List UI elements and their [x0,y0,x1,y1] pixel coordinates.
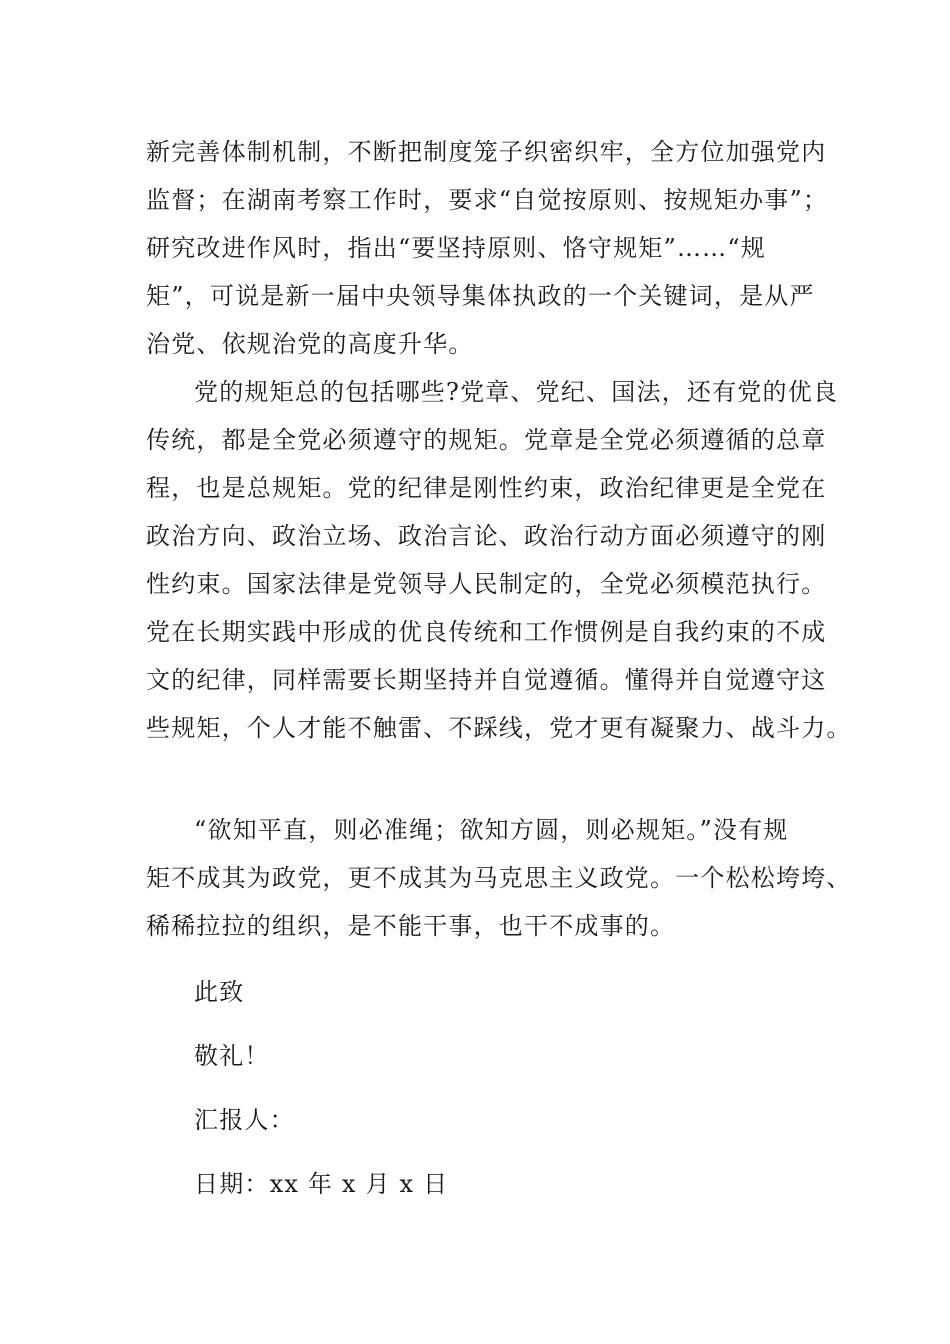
paragraph-1 [146,128,829,368]
paragraph-line: “欲知平直，则必准绳；欲知方圆，则必规矩。”没有规 [194,816,789,844]
paragraph-line: 党的规矩总的包括哪些?党章、党纪、国法，还有党的优良 [194,378,839,406]
date-text: 日期：xx 年 x 月 x 日 [194,1170,449,1198]
paragraph-line: 稀稀拉拉的组织，是不能干事，也干不成事的。 [146,912,676,940]
paragraph-line: 些规矩，个人才能不触雷、不踩线，党才更有凝聚力、战斗力。 [146,714,852,742]
regards-text: 敬礼！ [194,1042,270,1070]
closing-salutation [146,968,816,1016]
paragraph-line: 程，也是总规矩。党的纪律是刚性约束，政治纪律更是全党在 [146,474,827,502]
paragraph-line: 矩”，可说是新一届中央领导集体执政的一个关键词，是从严 [146,282,815,310]
salutation-text: 此致 [194,978,245,1006]
paragraph-line: 传统，都是全党必须遵守的规矩。党章是全党必须遵循的总章 [146,426,827,454]
paragraph-line: 新完善体制机制，不断把制度笼子织密织牢，全方位加强党内 [146,138,827,166]
reporter-label: 汇报人： [194,1106,295,1134]
paragraph-line: 治党、依规治党的高度升华。 [146,330,474,358]
paragraph-line: 文的纪律，同样需要长期坚持并自觉遵循。懂得并自觉遵守这 [146,666,827,694]
reporter-line [146,1096,816,1144]
paragraph-line: 政治方向、政治立场、政治言论、政治行动方面必须遵守的刚 [146,522,827,550]
paragraph-line: 性约束。国家法律是党领导人民制定的，全党必须模范执行。 [146,570,827,598]
paragraph-line: 研究改进作风时，指出“要坚持原则、恪守规矩”……“规 [146,234,767,262]
paragraph-line: 监督；在湖南考察工作时，要求“自觉按原则、按规矩办事”； [146,186,829,214]
paragraph-line: 矩不成其为政党，更不成其为马克思主义政党。一个松松垮垮、 [146,864,852,892]
paragraph-3 [146,806,852,950]
paragraph-2 [146,368,852,752]
closing-regards [146,1032,816,1080]
date-line [146,1160,816,1208]
paragraph-line: 党在长期实践中形成的优良传统和工作惯例是自我约束的不成 [146,618,827,646]
